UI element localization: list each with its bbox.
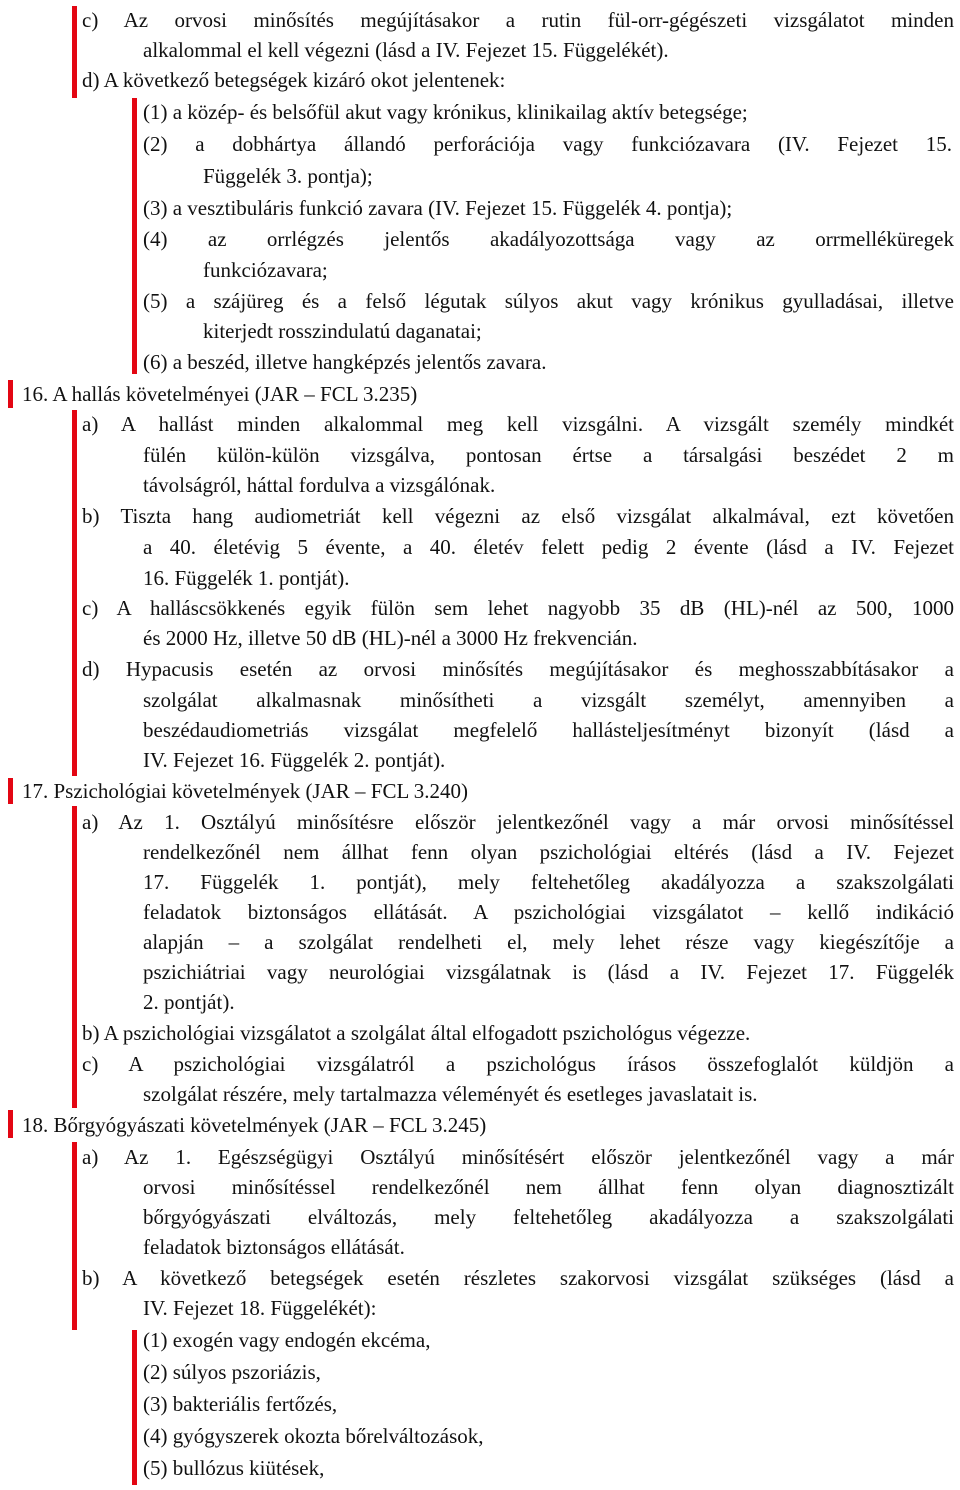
revision-bar xyxy=(72,410,77,776)
text-line: Függelék 3. pontja); xyxy=(203,164,373,188)
text-line: (6) a beszéd, illetve hangképzés jelentős zavara. xyxy=(143,350,547,374)
revision-bar xyxy=(8,778,13,804)
text-line: IV. Fejezet 16. Függelék 2. pontját). xyxy=(143,748,446,772)
revision-bar xyxy=(72,1142,77,1330)
text-line: alapján – a szolgálat rendelheti el, mely lehet része vagy kiegészítője a xyxy=(143,930,954,954)
text-line: rendelkezőnél nem állhat fenn olyan pszichológiai eltérés (lásd a IV. Fejezet xyxy=(143,840,954,864)
text-line: és 2000 Hz, illetve 50 dB (HL)-nél a 3000 Hz frekvencián. xyxy=(143,626,638,650)
section-heading-16: 16. A hallás követelményei (JAR – FCL 3.235) xyxy=(22,382,418,406)
text-line: a) A hallást minden alkalommal meg kell vizsgálni. A vizsgált személy mindkét xyxy=(82,412,954,436)
revision-bar xyxy=(132,98,137,374)
text-line: alkalommal el kell végezni (lásd a IV. Fejezet 15. Függelékét). xyxy=(143,38,669,62)
text-line: (4) az orrlégzés jelentős akadályozottsága vagy az orrmelléküregek xyxy=(143,227,954,251)
section-heading-17: 17. Pszichológiai követelmények (JAR – FCL 3.240) xyxy=(22,779,469,803)
text-line: szolgálat részére, mely tartalmazza véleményét és esetleges javaslatait is. xyxy=(143,1082,758,1106)
text-line: c) A pszichológiai vizsgálatról a pszichológus írásos összefoglalót küldjön a xyxy=(82,1052,954,1076)
list-item: (3) bakteriális fertőzés, xyxy=(143,1392,338,1416)
text-line: (2) a dobhártya állandó perforációja vagy funkciózavara (IV. Fejezet 15. xyxy=(143,132,952,156)
text-line: (3) a vesztibuláris funkció zavara (IV. Fejezet 15. Függelék 4. pontja); xyxy=(143,196,733,220)
text-line: bőrgyógyászati elváltozás, mely feltehetőleg akadályozza a szakszolgálati xyxy=(143,1205,954,1229)
text-line: c) A halláscsökkenés egyik fülön sem lehet nagyobb 35 dB (HL)-nél az 500, 1000 xyxy=(82,596,954,620)
text-line: a) Az 1. Osztályú minősítésre először jelentkezőnél vagy a már orvosi minősítéssel xyxy=(82,810,954,834)
text-line: 2. pontját). xyxy=(143,990,235,1014)
text-line: d) A következő betegségek kizáró okot jelentenek: xyxy=(82,68,506,92)
list-item: (4) gyógyszerek okozta bőrelváltozások, xyxy=(143,1424,484,1448)
text-line: IV. Fejezet 18. Függelékét): xyxy=(143,1296,377,1320)
text-line: feladatok biztonságos ellátását. xyxy=(143,1235,405,1259)
text-line: szolgálat alkalmasnak minősítheti a vizsgált személyt, amennyiben a xyxy=(143,688,954,712)
text-line: távolságról, háttal fordulva a vizsgálónak. xyxy=(143,473,496,497)
text-line: feladatok biztonságos ellátását. A pszichológiai vizsgálatot – kellő indikáció xyxy=(143,900,954,924)
list-item: (2) súlyos pszoriázis, xyxy=(143,1360,321,1384)
text-line: fülén külön-külön vizsgálva, pontosan értse a társalgási beszédet 2 m xyxy=(143,443,954,467)
text-line: pszichiátriai vagy neurológiai vizsgálatnak is (lásd a IV. Fejezet 17. Függelék xyxy=(143,960,954,984)
revision-bar xyxy=(72,6,77,98)
section-heading-18: 18. Bőrgyógyászati követelmények (JAR – FCL 3.245) xyxy=(22,1113,487,1137)
text-line: a) Az 1. Egészségügyi Osztályú minősítésért először jelentkezőnél vagy a már xyxy=(82,1145,954,1169)
text-line: b) A pszichológiai vizsgálatot a szolgálat által elfogadott pszichológus végezze. xyxy=(82,1021,751,1045)
text-line: b) A következő betegségek esetén részletes szakorvosi vizsgálat szükséges (lásd a xyxy=(82,1266,954,1290)
text-line: 16. Függelék 1. pontját). xyxy=(143,566,350,590)
text-line: (1) a közép- és belsőfül akut vagy krónikus, klinikailag aktív betegsége; xyxy=(143,100,748,124)
revision-bar xyxy=(8,1110,13,1138)
text-line: d) Hypacusis esetén az orvosi minősítés megújításakor és meghosszabbításakor a xyxy=(82,657,954,681)
text-line: c) Az orvosi minősítés megújításakor a rutin fül-orr-gégészeti vizsgálatot minden xyxy=(82,8,954,32)
text-line: 17. Függelék 1. pontját), mely feltehetőleg akadályozza a szakszolgálati xyxy=(143,870,954,894)
text-line: b) Tiszta hang audiometriát kell végezni az első vizsgálat alkalmával, ezt követően xyxy=(82,504,954,528)
revision-bar xyxy=(72,806,77,1108)
list-item: (5) bullózus kiütések, xyxy=(143,1456,325,1480)
text-line: kiterjedt rosszindulatú daganatai; xyxy=(203,319,482,343)
text-line: a 40. életévig 5 évente, a 40. életév felett pedig 2 évente (lásd a IV. Fejezet xyxy=(143,535,954,559)
text-line: beszédaudiometriás vizsgálat megfelelő hallásteljesítményt bizonyít (lásd a xyxy=(143,718,954,742)
revision-bar xyxy=(132,1330,137,1485)
text-line: (5) a szájüreg és a felső légutak súlyos akut vagy krónikus gyulladásai, illetve xyxy=(143,289,954,313)
list-item: (1) exogén vagy endogén ekcéma, xyxy=(143,1328,431,1352)
revision-bar xyxy=(8,380,13,408)
text-line: orvosi minősítéssel rendelkezőnél nem állhat fenn olyan diagnosztizált xyxy=(143,1175,954,1199)
text-line: funkciózavara; xyxy=(203,258,328,282)
